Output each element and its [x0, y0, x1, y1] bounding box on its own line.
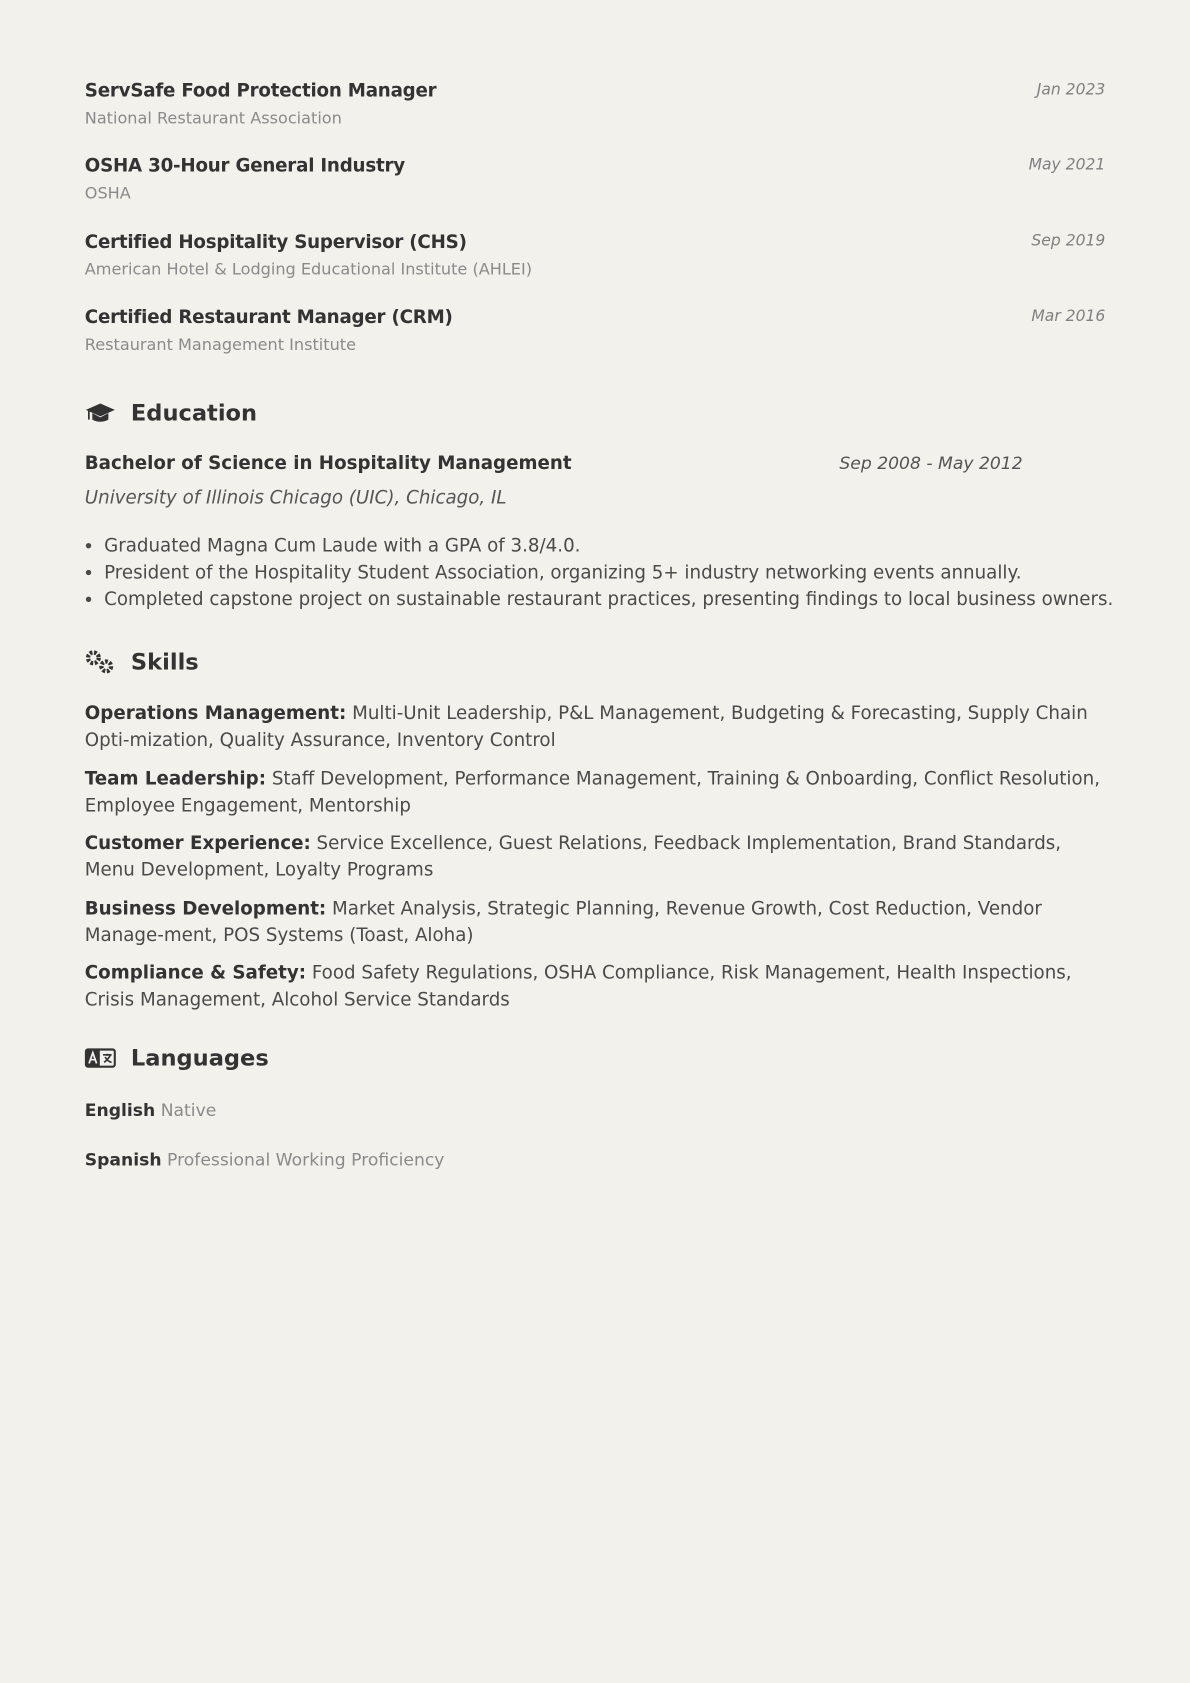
cert-title: Certified Hospitality Supervisor (CHS) — [84, 231, 467, 254]
language-name: English — [84, 1099, 156, 1121]
section-title: Languages — [130, 1045, 269, 1071]
education-dates: Sep 2008 - May 2012 — [839, 452, 1023, 474]
education-bullets — [85, 533, 1134, 613]
skill-value: Multi-Unit Leadership, P&L Management, Budgeting & Forecasting, Supply Chain Opti-mization, Quality Assurance, Inventory Control — [84, 702, 1088, 752]
skill-row — [85, 960, 1110, 1014]
language-icon — [85, 1045, 116, 1071]
skill-value: Service Excellence, Guest Relations, Feedback Implementation, Brand Standards, Menu Development, Loyalty Programs — [84, 832, 1062, 882]
skill-label: Business Development: — [84, 898, 327, 920]
section-title: Education — [130, 400, 258, 427]
cert-date: May 2021 — [1028, 156, 1106, 174]
cert-date: Sep 2019 — [1031, 232, 1106, 251]
skill-value: Staff Development, Performance Management, Training & Onboarding, Conflict Resolution, Employee Engagement, Mentorship — [84, 768, 1101, 817]
list-item: • Graduated Magna Cum Laude with a GPA of 3.8/4.0. — [104, 533, 1134, 560]
list-item: • Completed capstone project on sustainable restaurant practices, presenting findings to local business owners. — [104, 587, 1134, 614]
skill-label: Operations Management: — [84, 702, 347, 725]
graduation-cap-icon — [85, 400, 116, 426]
language-level: Professional Working Proficiency — [167, 1149, 445, 1170]
language-item — [85, 1149, 445, 1169]
section-title: Skills — [130, 649, 199, 675]
skills-heading — [85, 649, 199, 675]
skill-label: Team Leadership: — [84, 768, 267, 790]
skill-row — [85, 896, 1110, 950]
skill-value: Food Safety Regulations, OSHA Compliance, Risk Management, Health Inspections, Crisis Management, Alcohol Service Standards — [84, 962, 1072, 1011]
skill-row — [85, 701, 1110, 755]
cert-date: Mar 2016 — [1031, 307, 1106, 326]
cert-issuer: Restaurant Management Institute — [84, 334, 357, 355]
language-level: Native — [160, 1099, 217, 1121]
degree-title: Bachelor of Science in Hospitality Management — [84, 452, 572, 475]
education-heading — [85, 400, 257, 426]
skill-row — [85, 831, 1110, 885]
cert-issuer: American Hotel & Lodging Educational Institute (AHLEI) — [84, 259, 533, 280]
cert-title: OSHA 30-Hour General Industry — [84, 155, 405, 178]
language-item — [85, 1100, 217, 1120]
skill-label: Compliance & Safety: — [84, 962, 307, 985]
certification-item — [85, 307, 1106, 361]
language-name: Spanish — [84, 1149, 162, 1170]
languages-heading — [85, 1045, 269, 1071]
certification-item — [85, 232, 1106, 286]
certification-item — [85, 156, 1106, 210]
cert-date: Jan 2023 — [1036, 81, 1106, 99]
cert-title: Certified Restaurant Manager (CRM) — [84, 306, 453, 329]
cert-issuer: National Restaurant Association — [84, 108, 342, 128]
school-name: University of Illinois Chicago (UIC), Chicago, IL — [84, 487, 507, 509]
certification-item — [85, 80, 1106, 134]
skill-value: Market Analysis, Strategic Planning, Revenue Growth, Cost Reduction, Vendor Manage-ment, POS Systems (Toast, Aloha) — [84, 898, 1042, 947]
skill-label: Customer Experience: — [84, 832, 311, 855]
skill-row — [85, 766, 1110, 820]
gears-icon — [85, 649, 116, 675]
cert-issuer: OSHA — [84, 183, 131, 203]
list-item: • President of the Hospitality Student Association, organizing 5+ industry networking events annually. — [104, 560, 1134, 587]
cert-title: ServSafe Food Protection Manager — [84, 80, 437, 102]
